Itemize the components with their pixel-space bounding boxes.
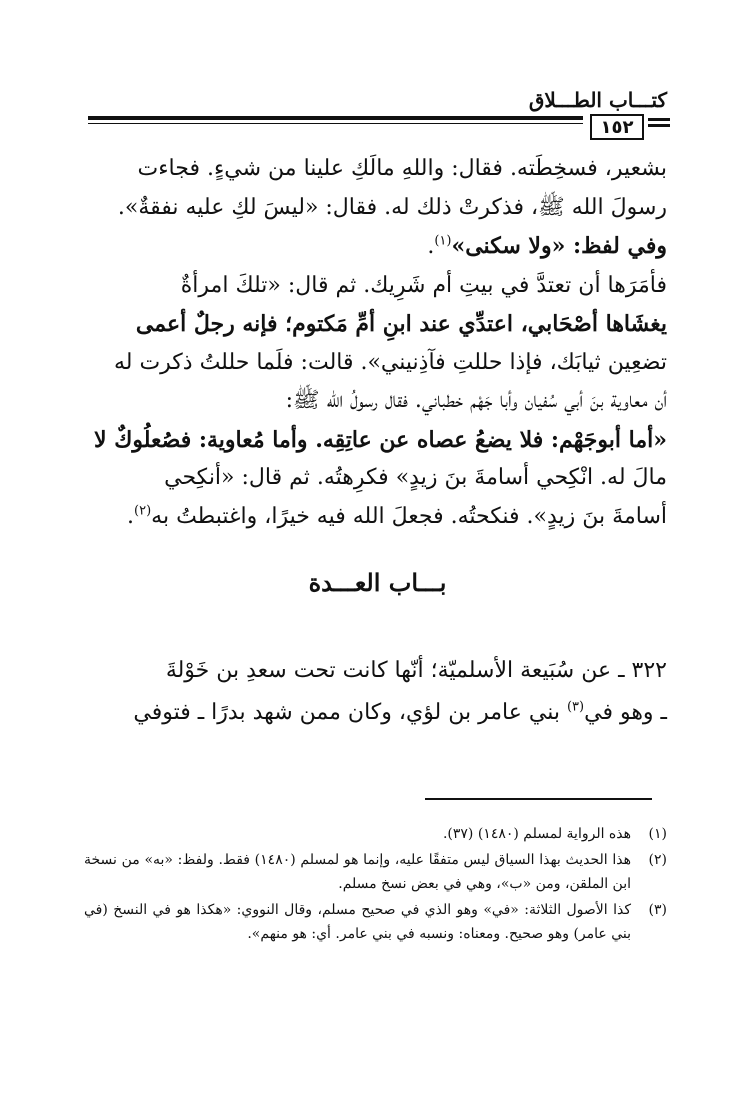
text-segment: وفي لفظ: «ولا سكنى» — [451, 233, 667, 259]
running-header-title: كتـــاب الطـــلاق — [528, 88, 667, 112]
footnote — [84, 822, 667, 846]
text-segment: بني عامر بن لؤي، وكان ممن شهد بدرًا ـ فتوفي — [133, 700, 567, 725]
footnote-ref: (١) — [434, 233, 452, 249]
main-text — [84, 150, 667, 536]
text-line — [84, 692, 667, 734]
footnote-text: هذا الحديث بهذا السياق ليس متفقًا عليه، وإنما هو لمسلم (١٤٨٠) فقط. ولفظ: «به» من نسخة ابن الملقن، ومن «ب»، وهي في بعض نسخ مسلم. — [84, 852, 632, 892]
footnote-separator — [425, 798, 652, 800]
end-mark: . — [127, 503, 135, 529]
page-number: ١٥٢ — [590, 114, 644, 140]
text-line: تضعِين ثيابَك، فإذا حللتِ فآذِنيني». قالت: فلَما حللتُ ذكرت له — [113, 349, 667, 375]
text-line: يغشَاها أصْحَابي، اعتدِّي عند ابنِ أمِّ مَكتوم؛ فإنه رجلٌ أعمى — [135, 311, 667, 337]
footnote — [84, 898, 667, 946]
text-line: أن معاوية بنَ أبي سُفيان وأبا جَهْم خطباني. فقال رسولُ الله ﷺ: — [285, 388, 667, 413]
header-rule-thick — [88, 116, 583, 120]
text-line: ٣٢٢ ـ عن سُبَيعة الأسلميّة؛ أنّها كانت تحت سعدِ بن خَوْلةَ — [165, 658, 667, 683]
footnote-number: (١) — [648, 826, 667, 842]
text-line: رسولَ الله ﷺ، فذكرتْ ذلك له. فقال: «ليسَ لكِ عليه نفقةٌ». — [117, 194, 667, 220]
header-rule-thin — [88, 123, 583, 124]
hadith-text — [84, 650, 667, 734]
footnote — [84, 848, 667, 896]
footnote-ref: (٣) — [566, 699, 585, 715]
footnotes — [84, 822, 667, 948]
text-line: مالَ له. انْكِحي أسامةَ بنَ زيدٍ» فكرِهتُه. ثم قال: «أنكِحي — [164, 465, 667, 490]
footnote-ref: (٢) — [134, 503, 152, 519]
text-segment: ـ وهو في — [584, 700, 667, 725]
footnote-number: (٣) — [648, 902, 667, 918]
footnote-text: كذا الأصول الثلاثة: «في» وهو الذي في صحيح مسلم، وقال النووي: «هكذا هو في النسخ (في بني عامر) وهو صحيح. ومعناه: ونسبه في بني عامر. أي: هو منهم». — [84, 902, 631, 942]
text-segment: أسامةَ بنَ زيدٍ». فنكحتُه. فجعلَ الله فيه خيرًا، واغتبطتُ به — [151, 503, 667, 529]
section-heading: بـــاب العـــدة — [308, 568, 447, 597]
text-line: «أما أبوجَهْم: فلا يضعُ عصاه عن عاتِقِه. وأما مُعاوية: فصُعلُوكٌ لا — [94, 426, 667, 453]
text-line — [84, 498, 667, 537]
footnote-number: (٢) — [648, 852, 667, 868]
text-line: فأمَرَها أن تعتدَّ في بيتِ أم شَرِيك. ثم قال: «تلكَ امرأةٌ — [180, 272, 667, 298]
footnote-text: هذه الرواية لمسلم (١٤٨٠) (٣٧). — [442, 826, 631, 842]
text-line: بشعير، فسخِطَته. فقال: واللهِ مالَكِ علينا من شيءٍ. فجاءت — [137, 156, 667, 181]
text-line — [84, 227, 667, 267]
end-mark: . — [427, 234, 435, 259]
page-number-ornament — [648, 118, 670, 130]
